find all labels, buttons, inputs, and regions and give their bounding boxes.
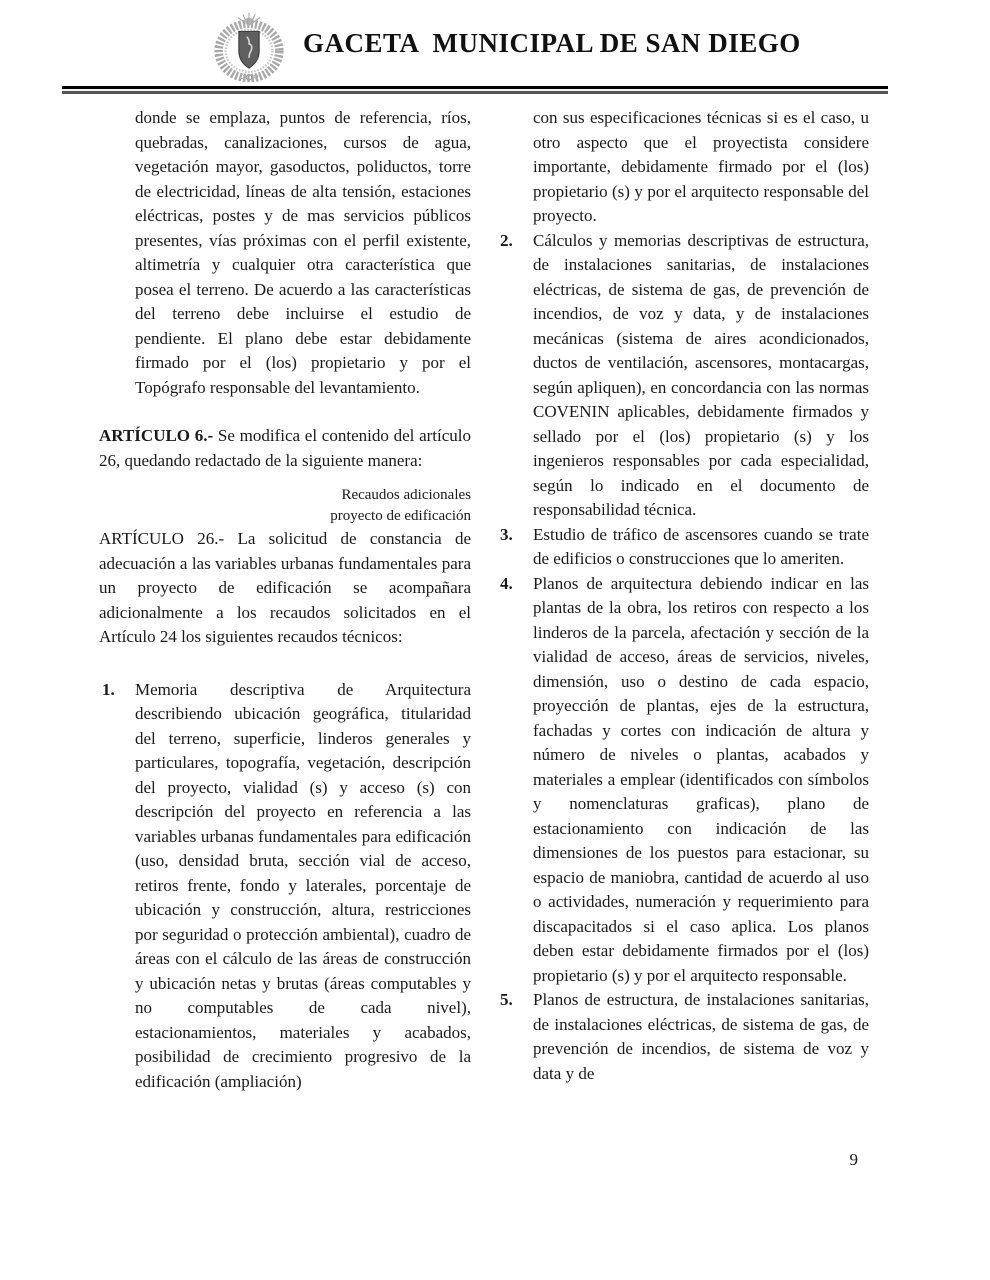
right-column — [497, 106, 869, 1094]
list-item-1-number: 1. — [102, 679, 115, 699]
paragraph-plano-topografico-continuation: donde se emplaza, puntos de referencia, ríos, quebradas, canalizaciones, cursos de agua, vegetación mayor, gasoductos, poliductos, torre de electricidad, líneas de alta tensión, estaciones eléctricas, postes y de mas servicios públicos presentes, vías próximas con el perfil existente, altimetría y cualquier otra característica que posea el terreno. De acuerdo a las características del terreno debe incluirse el estudio de pendiente. El plano debe estar debidamente firmado por el (los) propietario y por el Topógrafo responsable del levantamiento. — [135, 108, 471, 397]
subheading-line-2: proyecto de edificación — [330, 508, 471, 524]
articulo-6-label: ARTÍCULO 6.- — [99, 426, 214, 445]
list-item-1 — [99, 678, 471, 1095]
list-item-2-number: 2. — [500, 230, 513, 250]
list-item-5-number: 5. — [500, 990, 513, 1009]
document-body — [99, 106, 869, 1094]
list-item-5 — [497, 988, 869, 1086]
list-item-3-text: Estudio de tráfico de ascensores cuando se trate de edificios o construcciones que lo ameriten. — [533, 524, 869, 568]
list-item-3-number: 3. — [500, 524, 513, 544]
articulo-26-paragraph: ARTÍCULO 26.- La solicitud de constancia de adecuación a las variables urbanas fundamentales para un proyecto de edificación se acompañara adicionalmente a los recaudos solicitados en el Artículo 24 los siguientes recaudos técnicos: — [99, 529, 471, 646]
page-title: GACETA MUNICIPAL DE SAN DIEGO — [303, 28, 801, 58]
list-item-2 — [497, 229, 869, 523]
subheading-recaudos-adicionales — [99, 485, 471, 527]
articulo-6-paragraph — [99, 424, 471, 473]
list-item-4-text: Planos de arquitectura debiendo indicar en las plantas de la obra, los retiros con respecto a los linderos de la parcela, afectación y sección de la vialidad de acceso, áreas de servicios, niveles, dimensión, uso o destino de cada espacio, proyección de plantas, ejes de la estructura, fachadas y cortes con indicación de altura y número de niveles o plantas, acabados y materiales a emplear (identificados con símbolos y nomenclaturas graficas), plano de estacionamiento con indicación de las dimensiones de los puestos para estacionar, su espacio de maniobra, cantidad de acuerdo al uso o actividades, numeración y requerimiento para discapacitados si el caso aplica. Los planos deben estar debidamente firmados por el (los) propietario (s) y por el arquitecto responsable. — [533, 573, 869, 985]
list-item-3 — [497, 523, 869, 572]
left-column — [99, 106, 471, 1094]
page-number: 9 — [849, 1150, 858, 1169]
subheading-line-1: Recaudos adicionales — [341, 487, 471, 503]
header-divider-rule — [62, 86, 888, 91]
list-item-5-text: Planos de estructura, de instalaciones sanitarias, de instalaciones eléctricas, de sistema de gas, de prevención de incendios, de sistema de voz y data y de — [533, 990, 869, 1083]
list-item-1-text: Memoria descriptiva de Arquitectura describiendo ubicación geográfica, titularidad del terreno, superficie, linderos generales y particulares, topografía, vegetación, descripción del proyecto, vialidad (s) y acceso (s) con descripción del proyecto en referencia a las variables urbanas fundamentales para edificación (uso, densidad bruta, sección vial de acceso, retiros frente, fondo y laterales, porcentaje de ubicación y construcción, altura, restricciones por seguridad o protección ambiental), cuadro de áreas con el cálculo de las áreas de construcción y ubicación netas y brutas (áreas computables y no computables de cada nivel), estacionamientos, materiales y acabados, posibilidad de crecimiento progresivo de la edificación (ampliación) — [135, 679, 471, 1091]
municipal-seal-icon — [210, 12, 288, 82]
list-item-2-text: Cálculos y memorias descriptivas de estructura, de instalaciones sanitarias, de instalaciones eléctricas, de sistema de gas, de prevención de incendios, de voz y data, y de instalaciones mecánicas (sistema de aires acondicionados, ductos de ventilación, ascensores, montacargas, según apliquen), en concordancia con las normas COVENIN aplicables, debidamente firmados y sellado por el (los) propietario (s) y los ingenieros responsables por cada especialidad, según lo indicado en el documento de responsabilidad técnica. — [533, 230, 869, 519]
list-item-4-number: 4. — [500, 573, 513, 593]
paragraph-memoria-continuation: con sus especificaciones técnicas si es el caso, u otro aspecto que el proyectista considere importante, debidamente firmado por el (los) propietario (s) y por el arquitecto responsable del proyecto. — [533, 108, 869, 225]
list-item-4 — [497, 572, 869, 989]
articulo-6-text: Se modifica el contenido del artículo 26, quedando redactado de la siguiente manera: — [99, 426, 471, 470]
